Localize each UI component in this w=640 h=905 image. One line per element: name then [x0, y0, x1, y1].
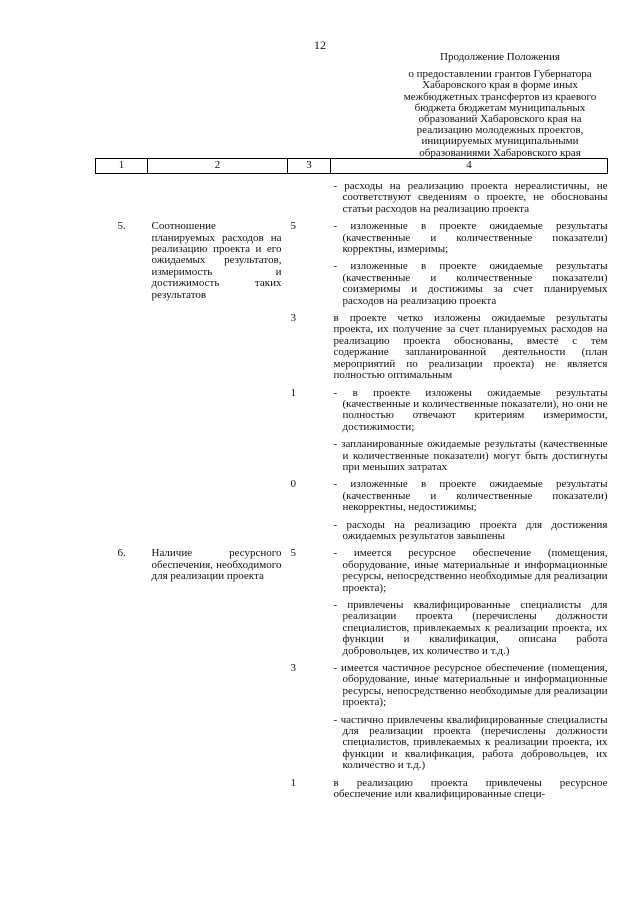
description-item: в проекте четко изложены ожидаемые результаты проекта, их получение за счет планируемых расходов на реализацию проекта обоснованы, вместе с тем содержание запланированной деятельности (план мероприятий по реализации проекта) не является полностью оптимальным: [333, 312, 608, 382]
description-item: в реализацию проекта привлечены ресурсное обеспечение или квалифицированные специ-: [333, 776, 608, 801]
description-item: - привлечены квалифицированные специалисты для реализации проекта (перечислены должности специалистов, привлекаемых к реализации проекта, их функции и квалификация, описана работа добровольцев, их количество и т.д.): [333, 599, 608, 657]
description-item: - изложенные в проекте ожидаемые результаты (качественные и количественные показатели) корректны, измеримы;: [333, 220, 608, 256]
column-header: 4: [331, 159, 608, 174]
description-item: - частично привлечены квалифицированные специалисты для реализации проекта (перечислены должности специалистов, привлекаемых к реализации проекта, их функции и квалификация, работа добровольцев, их количество и т.д.): [333, 713, 608, 772]
description-item: - изложенные в проекте ожидаемые результаты (качественные и количественные показатели) соизмеримы и достижимы за счет планируемых расходов на реализацию проекта: [333, 260, 608, 307]
description-item: - изложенные в проекте ожидаемые результаты (качественные и количественные показатели) некорректны, недостижимы;: [333, 478, 608, 514]
score-value: 3: [290, 312, 296, 325]
score-value: 0: [290, 478, 296, 491]
continuation-cell: [331, 181, 608, 221]
score-value: 5: [290, 547, 296, 560]
table-row: [96, 221, 608, 313]
column-header: 3: [288, 159, 331, 174]
criterion-number: 6.: [117, 547, 126, 560]
score-description: [331, 313, 608, 387]
criterion-name: Соотношение планируемых расходов на реализацию проекта и его ожидаемых результатов, измеримость и достижимость таких результатов: [151, 220, 282, 301]
header-line: реализацию молодежных проектов,: [416, 124, 584, 137]
description-item: - расходы на реализацию проекта для достижения ожидаемых результатов завышены: [333, 518, 608, 542]
score-description: [331, 663, 608, 778]
header-line: межбюджетных трансфертов из краевого: [403, 90, 597, 103]
score-value: 1: [290, 776, 296, 789]
header-line: инициируемых муниципальными: [421, 135, 579, 148]
score-description: [331, 548, 608, 663]
column-header: 1: [96, 159, 148, 174]
column-header: 2: [148, 159, 288, 174]
description-item: - в проекте изложены ожидаемые результаты (качественные и количественные показатели), но они не полностью отвечают критериям измеримости, достижимости;: [333, 386, 608, 433]
criterion-name: Наличие ресурсного обеспечения, необходимого для реализации проекта: [151, 547, 282, 583]
score-value: 5: [290, 220, 296, 233]
description-item: - имеется ресурсное обеспечение (помещения, оборудование, иные материальные и информационные ресурсы, непосредственно необходимые для реализации проекта);: [333, 547, 608, 594]
header-line: бюджета бюджетам муниципальных: [414, 101, 586, 114]
header-title: Продолжение Положения: [440, 51, 560, 63]
header-line: о предоставлении грантов Губернатора: [408, 68, 592, 81]
score-description: [331, 221, 608, 313]
description-item: - запланированные ожидаемые результаты (качественные и количественные показатели) могут быть достигнуты при меньших затратах: [333, 438, 608, 473]
header-line: образований Хабаровского края на: [418, 113, 582, 126]
table-row: [96, 181, 608, 221]
criteria-table: [95, 158, 608, 807]
score-description: [331, 388, 608, 480]
page-number: 12: [314, 38, 326, 52]
header-line: образованиями Хабаровского края: [419, 146, 581, 159]
score-value: 3: [290, 662, 296, 675]
description-item: - имеется частичное ресурсное обеспечение (помещения, оборудование, иные материальные и информационные ресурсы, непосредственно необходимые для реализации проекта);: [333, 662, 608, 709]
table-header-row: [96, 159, 608, 174]
table-row: [96, 548, 608, 663]
document-header: [368, 52, 632, 159]
score-value: 1: [290, 386, 296, 399]
description-item: - расходы на реализацию проекта нереалистичны, не соответствуют сведениям о проекте, не обоснованы статьи расходов на реализацию проекта: [333, 180, 608, 215]
header-line: Хабаровского края в форме иных: [422, 79, 578, 92]
criterion-number: 5.: [117, 220, 126, 233]
score-description: [331, 479, 608, 548]
score-description: [331, 778, 608, 807]
